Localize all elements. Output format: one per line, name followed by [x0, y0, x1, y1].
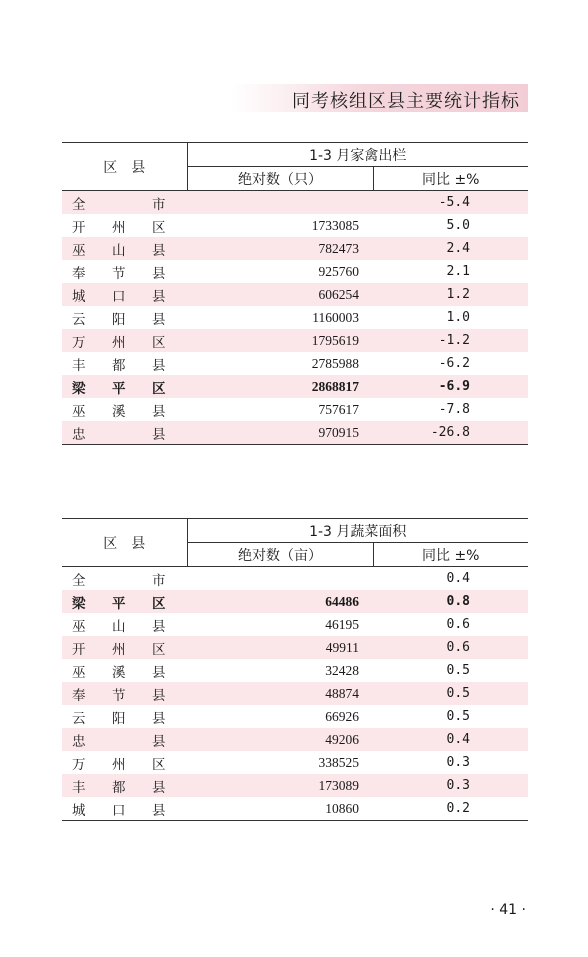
region-name-char: 市 — [152, 196, 166, 213]
table-row — [62, 705, 528, 728]
region-name-char: 万 — [72, 334, 86, 351]
abs-value: 49911 — [187, 636, 373, 659]
region-name — [62, 613, 187, 636]
region-name-char: 全 — [72, 572, 86, 589]
region-name-char: 县 — [152, 242, 166, 259]
region-name-char: 巫 — [72, 664, 86, 681]
region-name-char: 州 — [112, 641, 126, 658]
pct-value: -5.4 — [373, 191, 528, 215]
region-name-char: 区 — [152, 334, 166, 351]
pct-value: 1.0 — [446, 310, 470, 325]
table-row — [62, 613, 528, 636]
region-name-char: 云 — [72, 311, 86, 328]
region-name-char: 忠 — [72, 733, 86, 750]
abs-value: 2785988 — [311, 355, 359, 371]
region-name — [62, 728, 187, 751]
region-header: 区 县 — [62, 519, 187, 567]
group-header: 1-3 月家禽出栏 — [187, 143, 528, 167]
abs-value: 46195 — [325, 616, 359, 632]
region-name — [62, 659, 187, 682]
region-name-char — [112, 423, 126, 443]
table-row — [62, 590, 528, 613]
pct-value: 0.2 — [446, 801, 470, 816]
page-number: · 41 · — [490, 902, 526, 918]
abs-value: 1795619 — [187, 329, 373, 352]
region-name-char: 都 — [112, 779, 126, 796]
abs-value: 32428 — [325, 662, 359, 678]
pct-value: -6.2 — [438, 356, 470, 371]
abs-value — [187, 567, 373, 591]
region-name-char: 县 — [152, 403, 166, 420]
pct-value: 0.4 — [373, 728, 528, 751]
region-name — [62, 636, 187, 659]
region-name-char: 县 — [152, 618, 166, 635]
region-name — [62, 567, 187, 591]
region-name-char: 节 — [112, 687, 126, 704]
table-row — [62, 237, 528, 260]
region-name-char: 城 — [72, 288, 86, 305]
region-name-char: 忠 — [72, 426, 86, 443]
pct-value: 0.3 — [446, 755, 470, 770]
table-row — [62, 329, 528, 352]
region-name-char: 口 — [112, 802, 126, 819]
region-name-char: 区 — [152, 219, 166, 236]
abs-value: 782473 — [187, 237, 373, 260]
region-name-char: 丰 — [72, 357, 86, 374]
region-name-char: 梁 — [72, 595, 86, 612]
region-name — [62, 283, 187, 306]
abs-value: 338525 — [318, 754, 359, 770]
region-name-char: 巫 — [72, 618, 86, 635]
table-row — [62, 260, 528, 283]
region-name — [62, 682, 187, 705]
abs-value: 2868817 — [187, 375, 373, 398]
region-name-char: 万 — [72, 756, 86, 773]
region-name — [62, 352, 187, 375]
region-name — [62, 590, 187, 613]
pct-value: 0.5 — [446, 709, 470, 724]
table-row — [62, 352, 528, 375]
pct-value: 2.1 — [446, 264, 470, 279]
abs-value — [187, 191, 373, 215]
pct-value: 0.6 — [373, 636, 528, 659]
region-name — [62, 214, 187, 237]
abs-value: 66926 — [325, 708, 359, 724]
region-name-char: 县 — [152, 733, 166, 750]
poultry-table — [62, 142, 528, 445]
region-name-char: 州 — [112, 334, 126, 351]
pct-value: -1.2 — [373, 329, 528, 352]
region-name-char: 区 — [152, 756, 166, 773]
region-name-char: 梁 — [72, 380, 86, 397]
abs-value: 10860 — [325, 800, 359, 816]
region-name-char: 阳 — [112, 311, 126, 328]
region-name-char — [112, 193, 126, 213]
abs-value: 49206 — [187, 728, 373, 751]
region-name — [62, 191, 187, 215]
abs-value: 1160003 — [312, 309, 359, 325]
pct-value: 0.3 — [373, 774, 528, 797]
abs-value: 606254 — [187, 283, 373, 306]
region-name-char: 奉 — [72, 265, 86, 282]
pct-value: 0.5 — [446, 663, 470, 678]
table-row — [62, 659, 528, 682]
region-name-char: 巫 — [72, 242, 86, 259]
table-row — [62, 728, 528, 751]
region-name-char: 县 — [152, 802, 166, 819]
region-name-char: 县 — [152, 664, 166, 681]
region-name-char: 丰 — [72, 779, 86, 796]
region-name — [62, 329, 187, 352]
page-header-title: 同考核组区县主要统计指标 — [292, 91, 520, 112]
pct-value: -7.8 — [438, 402, 470, 417]
table-row — [62, 214, 528, 237]
table-row — [62, 421, 528, 445]
region-name — [62, 797, 187, 821]
abs-value: 970915 — [187, 421, 373, 445]
table-row — [62, 191, 528, 215]
region-name-char: 开 — [72, 219, 86, 236]
abs-value: 48874 — [187, 682, 373, 705]
region-name — [62, 375, 187, 398]
region-name-char: 区 — [152, 380, 166, 397]
region-name-char: 开 — [72, 641, 86, 658]
abs-value: 64486 — [187, 590, 373, 613]
pct-value: -6.9 — [373, 375, 528, 398]
region-name-char: 溪 — [112, 664, 126, 681]
pct-value: 1.2 — [373, 283, 528, 306]
region-name — [62, 705, 187, 728]
region-name — [62, 421, 187, 445]
region-name-char: 节 — [112, 265, 126, 282]
pct-col-header: 同比 ±% — [373, 167, 528, 191]
pct-value: 5.0 — [446, 218, 470, 233]
abs-value: 925760 — [318, 263, 359, 279]
region-name-char: 州 — [112, 756, 126, 773]
abs-value: 1733085 — [311, 217, 359, 233]
region-name-char: 平 — [112, 380, 126, 397]
region-name-char: 溪 — [112, 403, 126, 420]
pct-value: -26.8 — [373, 421, 528, 445]
table-row — [62, 682, 528, 705]
region-name — [62, 774, 187, 797]
pct-value: 0.5 — [373, 682, 528, 705]
table-row — [62, 797, 528, 821]
region-header: 区 县 — [62, 143, 187, 191]
pct-value: 2.4 — [373, 237, 528, 260]
abs-value: 757617 — [318, 401, 359, 417]
region-name — [62, 398, 187, 421]
region-name-char: 州 — [112, 219, 126, 236]
region-name-char: 县 — [152, 779, 166, 796]
abs-col-header: 绝对数（亩） — [187, 543, 373, 567]
region-name-char: 云 — [72, 710, 86, 727]
region-name-char: 县 — [152, 710, 166, 727]
region-name-char: 山 — [112, 242, 126, 259]
table-row — [62, 283, 528, 306]
region-name-char: 都 — [112, 357, 126, 374]
region-name-char: 县 — [152, 288, 166, 305]
pct-value: 0.4 — [446, 571, 470, 586]
region-name-char: 阳 — [112, 710, 126, 727]
abs-value: 173089 — [187, 774, 373, 797]
region-name-char — [112, 730, 126, 750]
abs-col-header: 绝对数（只） — [187, 167, 373, 191]
region-name-char: 县 — [152, 426, 166, 443]
region-name-char: 平 — [112, 595, 126, 612]
region-name-char: 巫 — [72, 403, 86, 420]
region-name — [62, 260, 187, 283]
group-header: 1-3 月蔬菜面积 — [187, 519, 528, 543]
region-name-char: 口 — [112, 288, 126, 305]
table-row — [62, 306, 528, 329]
region-name-char — [112, 569, 126, 589]
region-name-char: 城 — [72, 802, 86, 819]
table-row — [62, 375, 528, 398]
region-name-char: 县 — [152, 357, 166, 374]
pct-value: 0.6 — [446, 617, 470, 632]
table-row — [62, 751, 528, 774]
region-name — [62, 751, 187, 774]
region-name-char: 县 — [152, 687, 166, 704]
region-name-char: 区 — [152, 641, 166, 658]
table-row — [62, 398, 528, 421]
region-name-char: 县 — [152, 311, 166, 328]
region-name — [62, 237, 187, 260]
region-name-char: 县 — [152, 265, 166, 282]
table-row — [62, 774, 528, 797]
pct-value: 0.8 — [373, 590, 528, 613]
region-name — [62, 306, 187, 329]
table-row — [62, 636, 528, 659]
table-row — [62, 567, 528, 591]
region-name-char: 市 — [152, 572, 166, 589]
header-banner — [232, 84, 528, 112]
region-name-char: 山 — [112, 618, 126, 635]
region-name-char: 奉 — [72, 687, 86, 704]
pct-col-header: 同比 ±% — [373, 543, 528, 567]
vegetable-table — [62, 518, 528, 821]
region-name-char: 全 — [72, 196, 86, 213]
region-name-char: 区 — [152, 595, 166, 612]
